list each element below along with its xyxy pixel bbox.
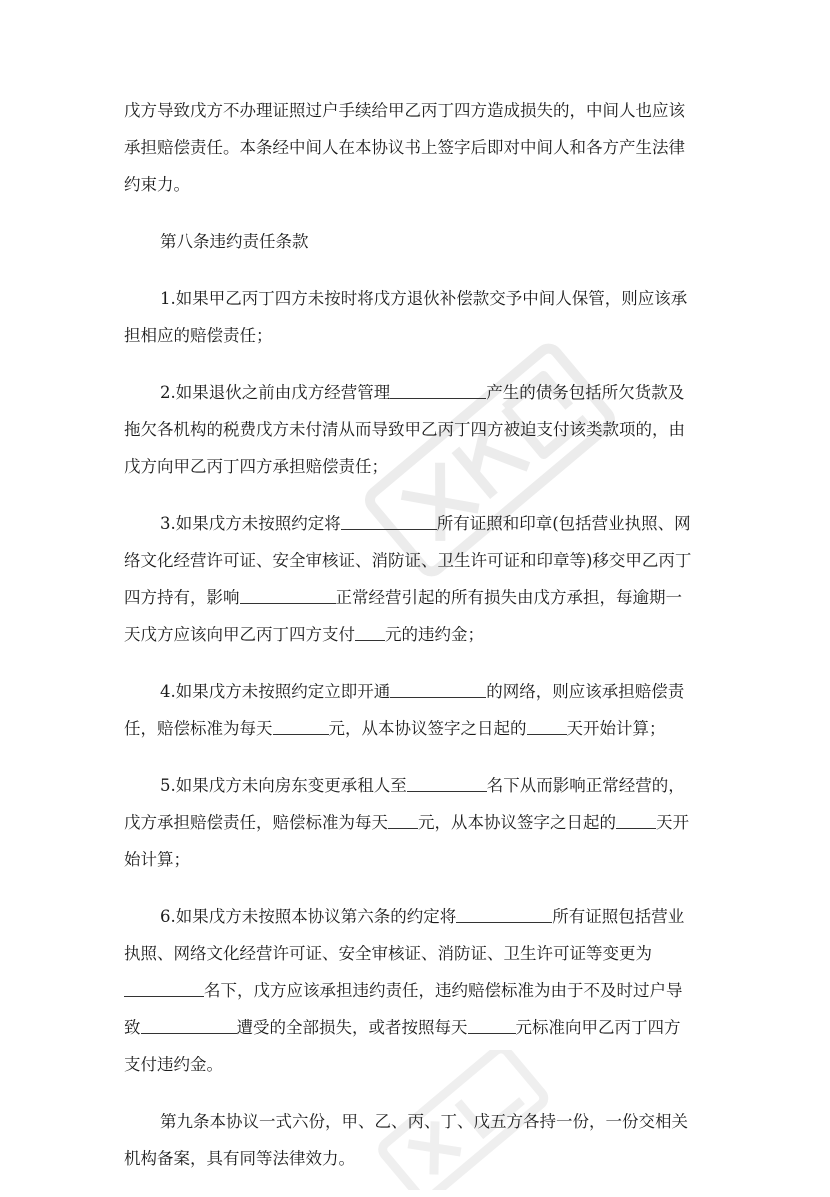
text-fragment: 正常经营引起的所有损失由戊方承担，每逾期一 bbox=[335, 588, 682, 607]
text-fragment: 元标准向甲乙丙丁四方 bbox=[515, 1018, 681, 1037]
fill-blank bbox=[341, 513, 437, 531]
text-line bbox=[124, 374, 710, 411]
text-line bbox=[124, 616, 710, 653]
text-fragment: 4.如果戊方未按照约定立即开通 bbox=[160, 682, 391, 701]
text-fragment: 致 bbox=[124, 1018, 141, 1037]
fill-blank bbox=[527, 718, 567, 736]
text-line bbox=[124, 767, 710, 804]
fill-blank bbox=[388, 812, 418, 830]
intro-paragraph bbox=[124, 92, 710, 203]
fill-blank bbox=[468, 1017, 516, 1035]
clause-item-6 bbox=[124, 898, 710, 1083]
fill-blank bbox=[390, 382, 486, 400]
heading-text: 第八条违约责任条款 bbox=[160, 232, 309, 251]
clause-item-3 bbox=[124, 505, 710, 653]
text-line: 承担赔偿责任。本条经中间人在本协议书上签字后即对中间人和各方产生法律 bbox=[124, 138, 685, 157]
text-fragment: 天开始计算； bbox=[566, 719, 666, 738]
text-fragment: 四方持有，影响 bbox=[124, 588, 240, 607]
text-fragment: 天戊方应该向甲乙丙丁四方支付 bbox=[124, 625, 355, 644]
text-line bbox=[124, 579, 710, 616]
text-fragment: 的网络，则应该承担赔偿责 bbox=[486, 682, 685, 701]
text-line bbox=[124, 804, 710, 841]
clause-item-5 bbox=[124, 767, 710, 878]
text-fragment: 2.如果退伙之前由戊方经营管理 bbox=[160, 383, 391, 402]
text-fragment: 天开 bbox=[656, 813, 689, 832]
text-line bbox=[124, 673, 710, 710]
text-line: 络文化经营许可证、安全审核证、消防证、卫生许可证和印章等)移交甲乙丙丁 bbox=[124, 551, 692, 570]
fill-blank bbox=[240, 587, 336, 605]
text-line: 担相应的赔偿责任； bbox=[124, 326, 273, 345]
text-fragment: 3.如果戊方未按照约定将 bbox=[160, 514, 341, 533]
fill-blank bbox=[355, 624, 385, 642]
text-line: 戊方向甲乙丙丁四方承担赔偿责任； bbox=[124, 457, 388, 476]
text-fragment: 所有证照包括营业 bbox=[552, 907, 685, 926]
text-line: 拖欠各机构的税费戊方未付清从而导致甲乙丙丁四方被迫支付该类款项的，由 bbox=[124, 420, 685, 439]
fill-blank bbox=[124, 980, 204, 998]
clause-item-1 bbox=[124, 280, 710, 354]
text-line: 1.如果甲乙丙丁四方未按时将戊方退伙补偿款交予中间人保管，则应该承 bbox=[160, 289, 688, 308]
text-fragment: 元，从本协议签字之日起的 bbox=[418, 813, 616, 832]
text-line: 执照、网络文化经营许可证、安全审核证、消防证、卫生许可证等变更为 bbox=[124, 944, 652, 963]
text-fragment: 5.如果戊方未向房东变更承租人至 bbox=[160, 776, 407, 795]
text-fragment: 元，从本协议签字之日起的 bbox=[328, 719, 527, 738]
text-line: 约束力。 bbox=[124, 175, 190, 194]
text-line bbox=[124, 505, 710, 542]
fill-blank bbox=[273, 718, 329, 736]
text-line bbox=[124, 972, 710, 1009]
text-line bbox=[124, 1009, 710, 1046]
text-line bbox=[124, 710, 710, 747]
text-fragment: 名下，戊方应该承担违约责任，违约赔偿标准为由于不及时过户导 bbox=[204, 981, 683, 1000]
text-fragment: 所有证照和印章(包括营业执照、网 bbox=[436, 514, 691, 533]
article9-paragraph bbox=[124, 1103, 710, 1177]
text-line: 始计算； bbox=[124, 850, 190, 869]
text-fragment: 遭受的全部损失，或者按照每天 bbox=[236, 1018, 468, 1037]
text-line: 支付违约金。 bbox=[124, 1055, 223, 1074]
text-fragment: 名下从而影响正常经营的， bbox=[486, 776, 685, 795]
text-line: 机构备案，具有同等法律效力。 bbox=[124, 1149, 355, 1168]
text-fragment: 任，赔偿标准为每天 bbox=[124, 719, 273, 738]
text-fragment: 6.如果戊方未按照本协议第六条的约定将 bbox=[160, 907, 457, 926]
fill-blank bbox=[456, 906, 552, 924]
text-line bbox=[124, 898, 710, 935]
document-body bbox=[124, 92, 710, 1197]
clause-item-4 bbox=[124, 673, 710, 747]
fill-blank bbox=[141, 1017, 237, 1035]
article8-heading bbox=[124, 223, 710, 260]
text-fragment: 元的违约金； bbox=[385, 625, 484, 644]
text-fragment: 产生的债务包括所欠货款及 bbox=[486, 383, 685, 402]
text-line: 戊方导致戊方不办理证照过户手续给甲乙丙丁四方造成损失的，中间人也应该 bbox=[124, 101, 685, 120]
fill-blank bbox=[390, 681, 486, 699]
text-line: 第九条本协议一式六份，甲、乙、丙、丁、戊五方各持一份，一份交相关 bbox=[160, 1112, 688, 1131]
fill-blank bbox=[407, 775, 487, 793]
text-fragment: 戊方承担赔偿责任，赔偿标准为每天 bbox=[124, 813, 388, 832]
fill-blank bbox=[616, 812, 656, 830]
clause-item-2 bbox=[124, 374, 710, 485]
